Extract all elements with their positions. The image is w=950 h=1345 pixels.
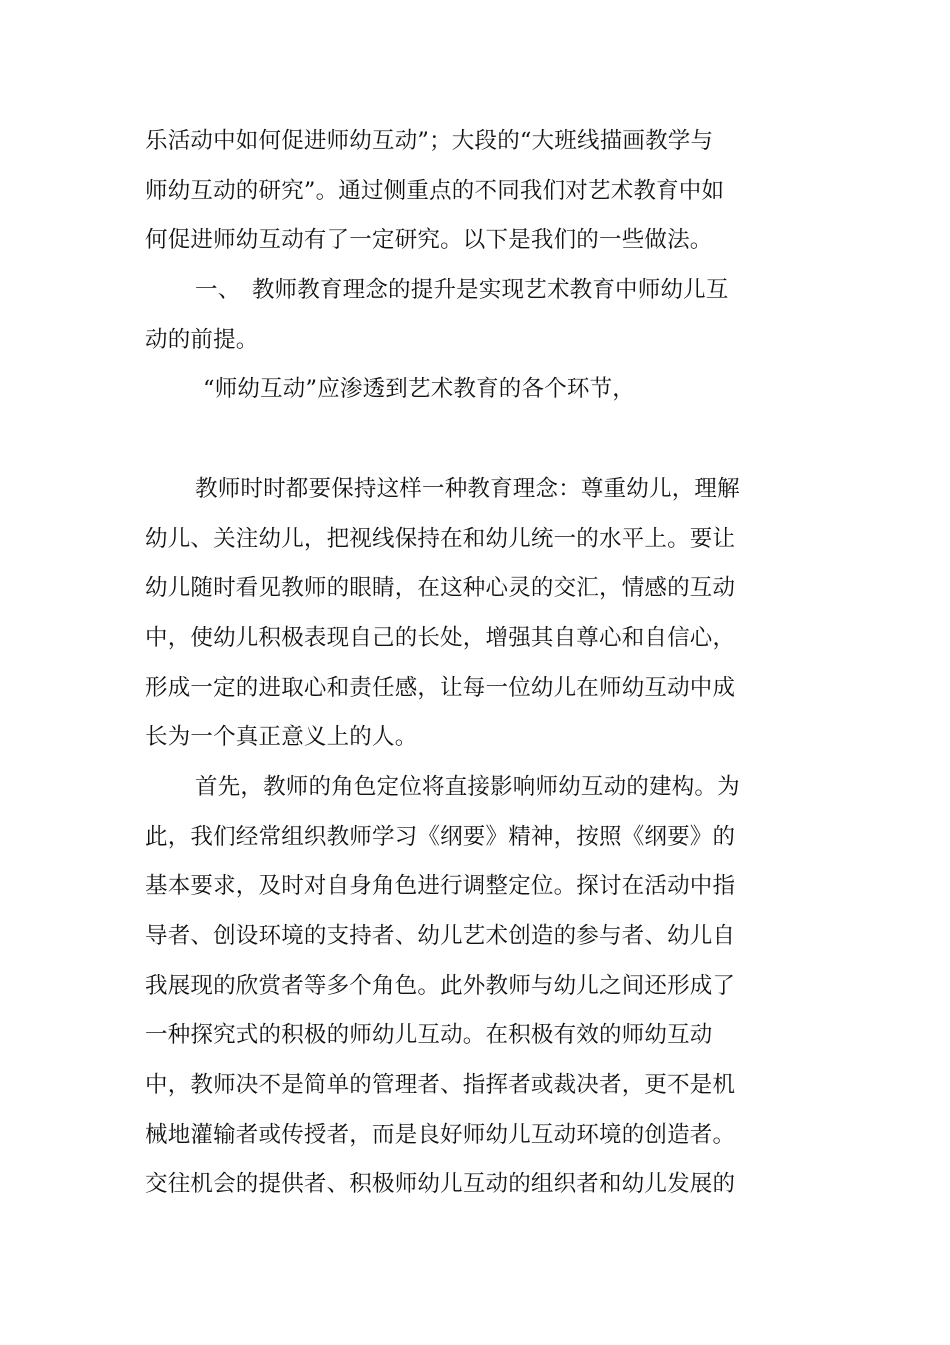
text-line: 长为一个真正意义上的人。	[145, 724, 418, 751]
text-line: 我展现的欣赏者等多个角色。此外教师与幼儿之间还形成了	[145, 972, 736, 999]
blank-gap	[145, 415, 750, 465]
text-line: 首先，教师的角色定位将直接影响师幼互动的建构。为	[195, 773, 740, 800]
body-text	[145, 117, 750, 1210]
text-line: “师幼互动”应渗透到艺术教育的各个环节，	[203, 376, 636, 403]
text-line: 交往机会的提供者、积极师幼儿互动的组织者和幼儿发展的	[145, 1171, 736, 1198]
text-line: 教师时时都要保持这样一种教育理念：尊重幼儿，理解	[195, 475, 740, 502]
section-heading-line: 动的前提。	[145, 326, 259, 353]
section-heading-line: 一、 教师教育理念的提升是实现艺术教育中师幼儿互	[195, 277, 729, 304]
text-line: 中，使幼儿积极表现自己的长处，增强其自尊心和自信心，	[145, 624, 736, 651]
text-line: 形成一定的进取心和责任感，让每一位幼儿在师幼互动中成	[145, 674, 736, 701]
text-line: 基本要求，及时对自身角色进行调整定位。探讨在活动中指	[145, 873, 736, 900]
text-line: 何促进师幼互动有了一定研究。以下是我们的一些做法。	[145, 227, 713, 254]
text-line: 此，我们经常组织教师学习《纲要》精神，按照《纲要》的	[145, 823, 736, 850]
text-line: 导者、创设环境的支持者、幼儿艺术创造的参与者、幼儿自	[145, 923, 736, 949]
text-line: 械地灌输者或传授者，而是良好师幼儿互动环境的创造者。	[145, 1121, 736, 1148]
text-line: 幼儿随时看见教师的眼睛，在这种心灵的交汇，情感的互动	[145, 575, 736, 602]
text-line: 师幼互动的研究”。通过侧重点的不同我们对艺术教育中如	[145, 177, 725, 204]
text-line: 乐活动中如何促进师幼互动”；大段的“大班线描画教学与	[145, 128, 714, 154]
text-line: 一种探究式的积极的师幼儿互动。在积极有效的师幼互动	[145, 1022, 713, 1049]
text-line: 中，教师决不是简单的管理者、指挥者或裁决者，更不是机	[145, 1072, 736, 1099]
text-line: 幼儿、关注幼儿，把视线保持在和幼儿统一的水平上。要让	[145, 525, 736, 552]
